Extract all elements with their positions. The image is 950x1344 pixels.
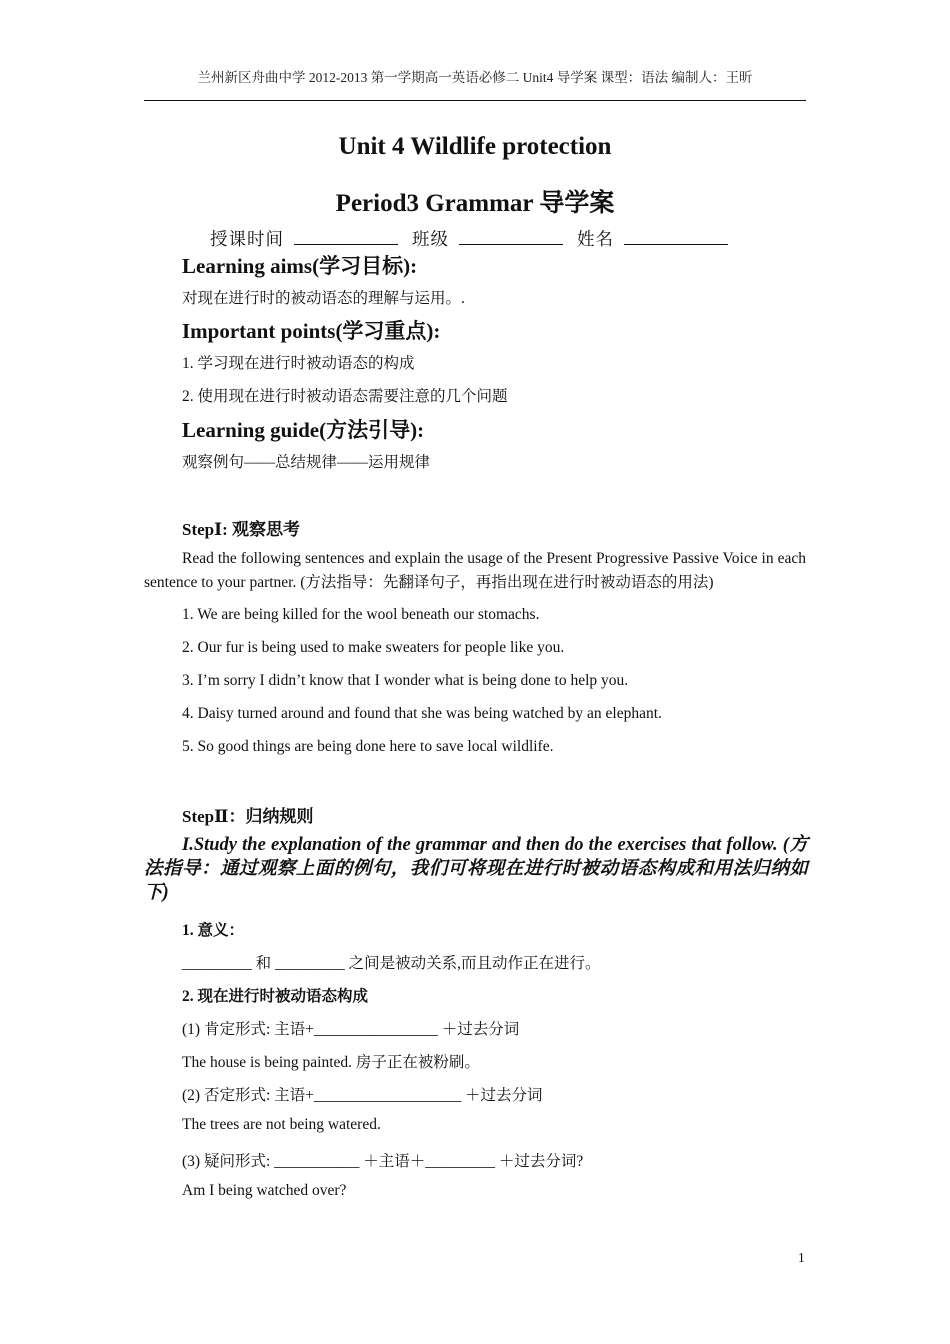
positive-form: (1) 肯定形式: 主语+________________ ＋过去分词 (182, 1021, 520, 1038)
positive-example: The house is being painted. 房子正在被粉刷。 (182, 1054, 480, 1071)
aims-text: 对现在进行时的被动语态的理解与运用。. (182, 290, 465, 307)
question-example: Am I being watched over? (182, 1182, 347, 1199)
title-unit: Unit 4 Wildlife protection (338, 133, 612, 160)
example-sentence: 5. So good things are being done here to save local wildlife. (182, 738, 554, 755)
points-item: 1. 学习现在进行时被动语态的构成 (182, 355, 415, 372)
class-blank (459, 230, 563, 245)
form-heading: 2. 现在进行时被动语态构成 (182, 988, 369, 1005)
guide-heading: Learning guide(方法引导): (182, 418, 425, 442)
step1-heading: StepⅠ: 观察思考 (182, 520, 300, 539)
example-sentence: 2. Our fur is being used to make sweaters for people like you. (182, 639, 565, 656)
example-sentence: 4. Daisy turned around and found that she was being watched by an elephant. (182, 705, 662, 722)
step2-heading: StepⅡ：归纳规则 (182, 807, 314, 826)
name-blank (624, 230, 728, 245)
class-label: 班级 (412, 229, 449, 249)
page-header: 兰州新区舟曲中学 2012-2013 第一学期高一英语必修二 Unit4 导学案 课型：语法 编制人：王昕 (197, 70, 753, 85)
points-heading: Important points(学习重点): (182, 319, 441, 343)
title-period: Period3 Grammar 导学案 (335, 190, 615, 217)
negative-example: The trees are not being watered. (182, 1116, 381, 1133)
points-item: 2. 使用现在进行时被动语态需要注意的几个问题 (182, 388, 508, 405)
example-sentence: 1. We are being killed for the wool beneath our stomachs. (182, 606, 540, 623)
question-form: (3) 疑问形式: ___________ ＋主语＋_________ ＋过去分词? (182, 1153, 584, 1170)
negative-form: (2) 否定形式: 主语+___________________ ＋过去分词 (182, 1087, 543, 1104)
name-label: 姓名 (577, 229, 614, 249)
page-number: 1 (798, 1250, 805, 1265)
example-sentence: 3. I’m sorry I didn’t know that I wonder what is being done to help you. (182, 672, 629, 689)
meaning-heading: 1. 意义： (182, 922, 245, 939)
header-rule (144, 100, 806, 101)
time-label: 授课时间 (210, 229, 284, 249)
aims-heading: Learning aims(学习目标): (182, 254, 418, 278)
step2-instruction: I.Study the explanation of the grammar and then do the exercises that follow. (方法指导：通过观察上面的例句，我们可将现在进行时被动语态构成和用法归纳如下) (144, 835, 808, 903)
time-blank (294, 230, 398, 245)
step1-instruction: Read the following sentences and explain the usage of the Present Progressive Passive Voice in each sentence to your partner. (方法指导：先翻译句子，再指出现在进行时被动语态的用法) (144, 550, 806, 591)
meta-line (210, 226, 742, 251)
meaning-text: _________ 和 _________ 之间是被动关系,而且动作正在进行。 (182, 955, 601, 972)
guide-text: 观察例句——总结规律——运用规律 (182, 454, 431, 471)
